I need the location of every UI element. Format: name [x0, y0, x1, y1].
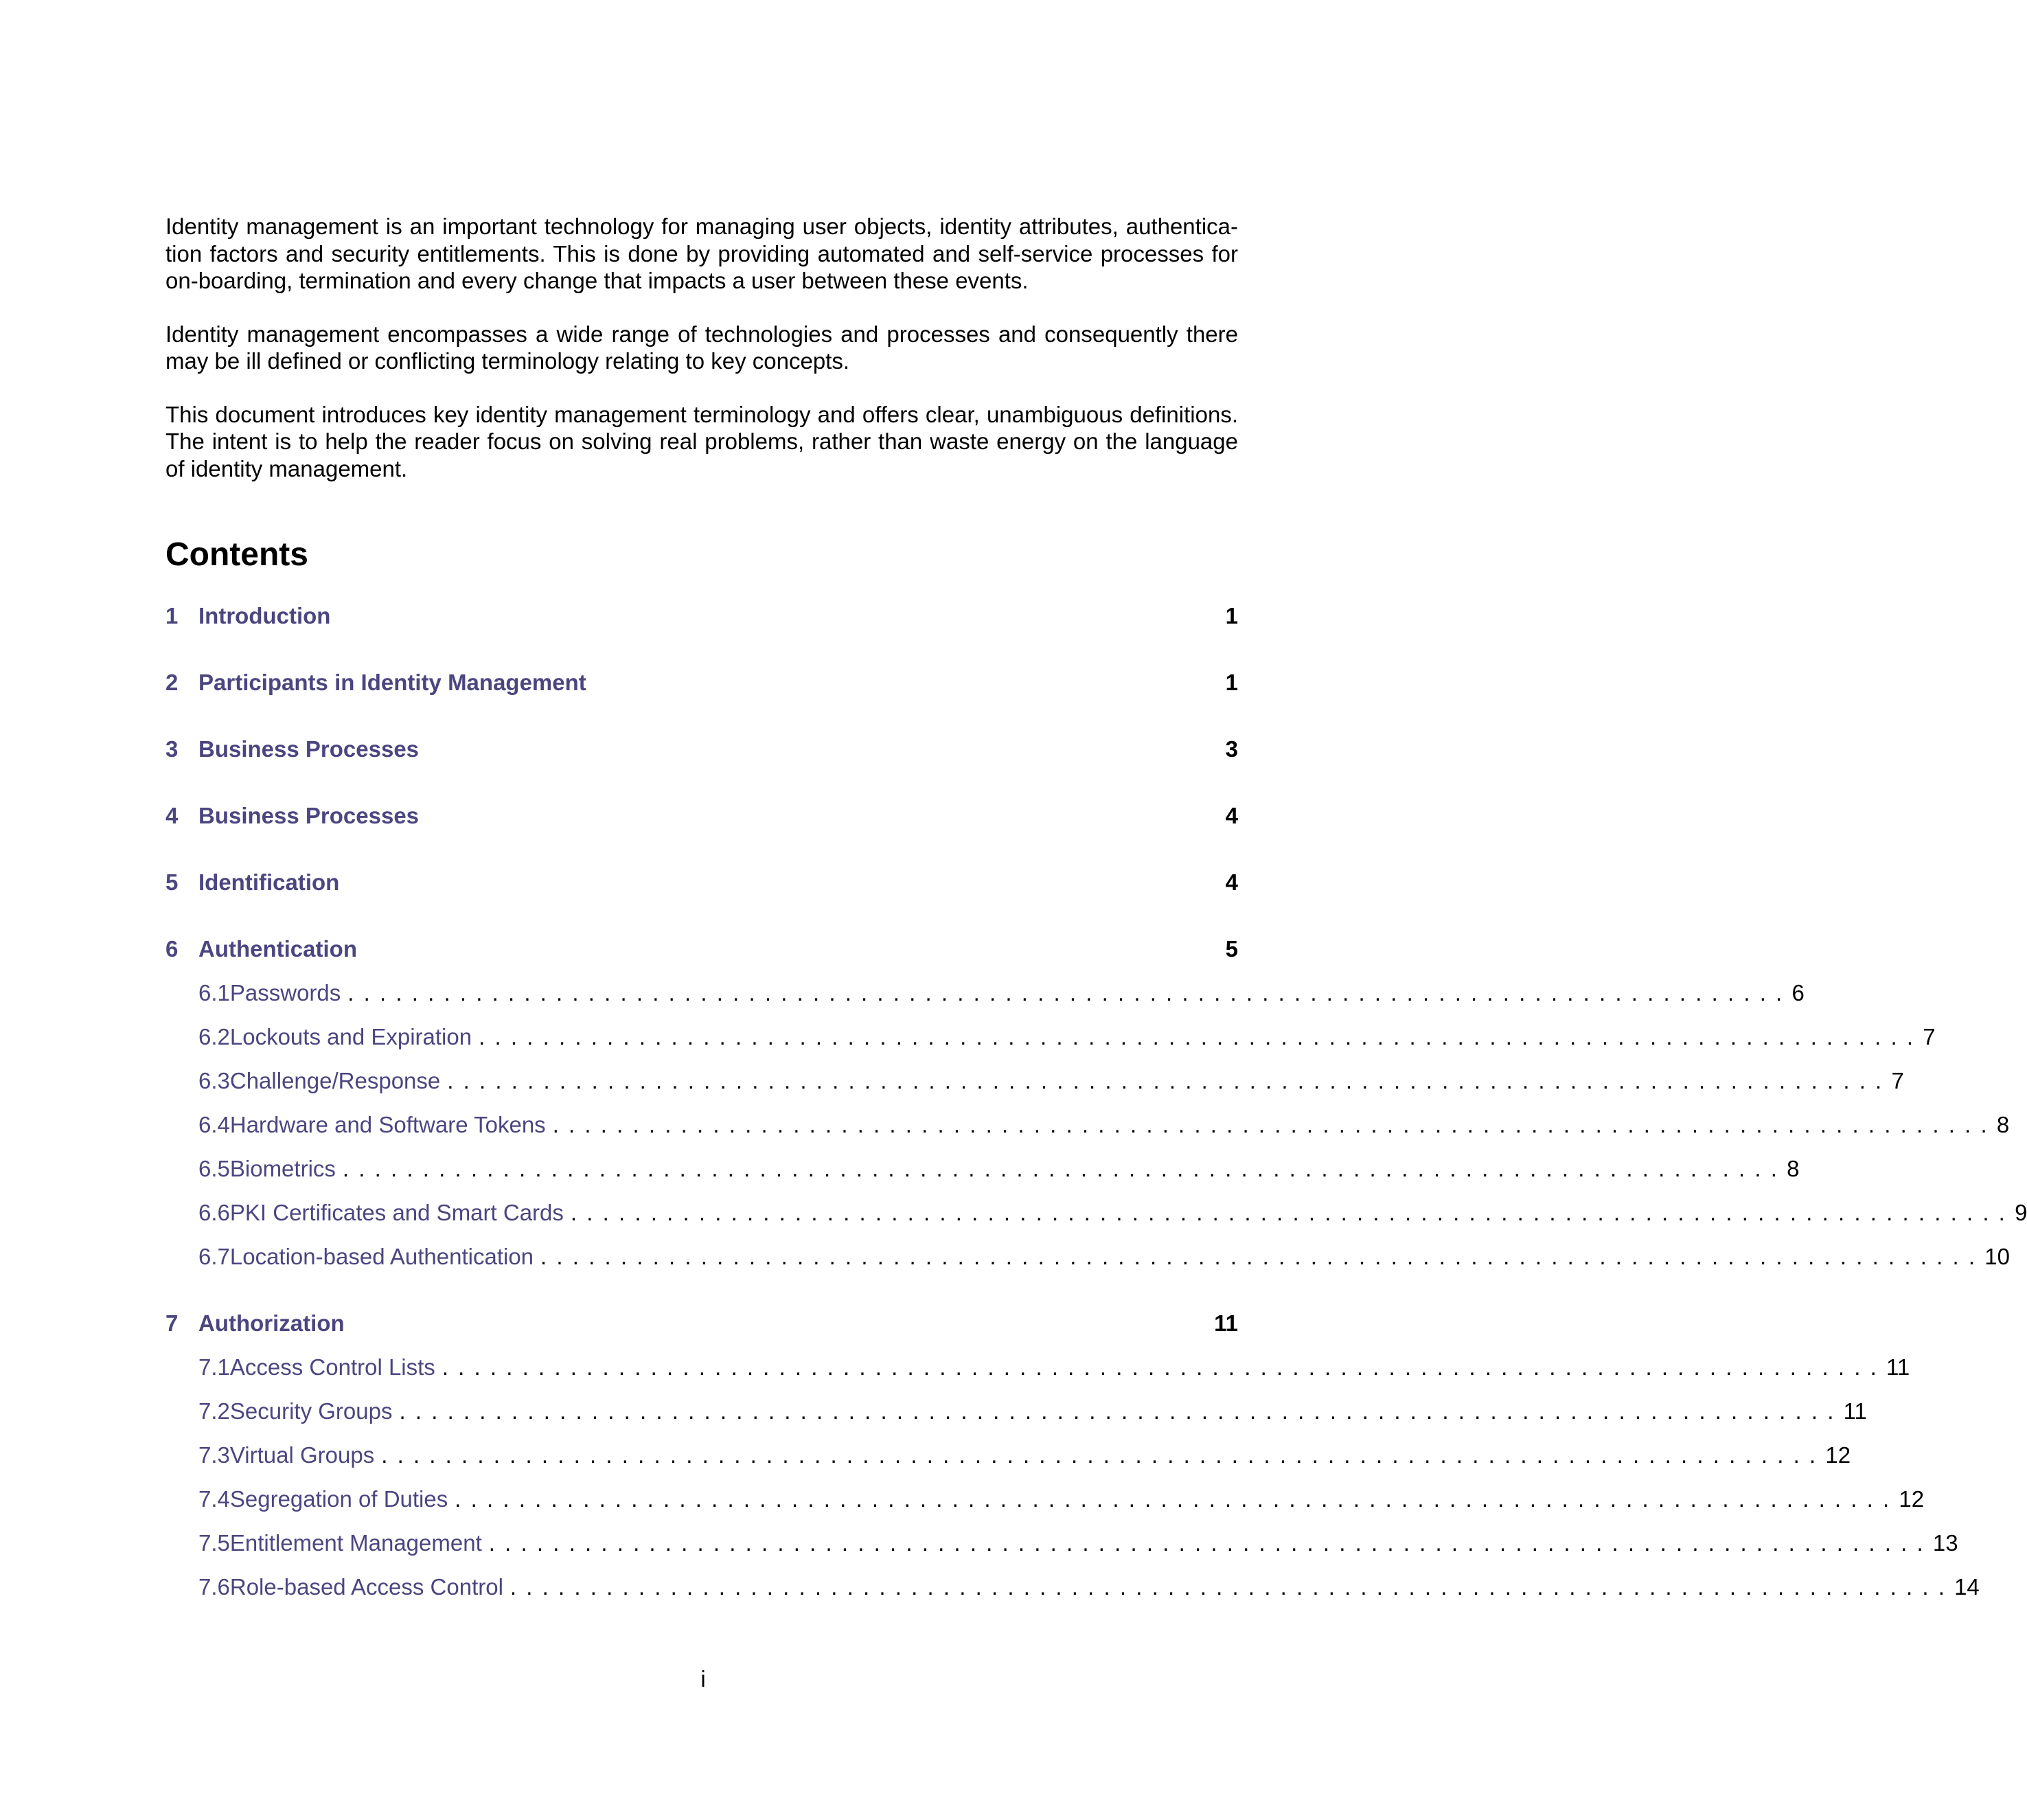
page-number: i [700, 1666, 706, 1692]
toc-section-number: 4 [165, 803, 179, 828]
toc-subsection-number: 6.2 [198, 1024, 230, 1049]
toc-subsection-page: 11 [1886, 1354, 1910, 1380]
toc-subsection-number: 6.4 [198, 1112, 230, 1137]
toc-dot-leader: .......................................................................................... [442, 1354, 1886, 1380]
intro-paragraph-2: Identity management encompasses a wide range of technologies and processes and consequently there may be ill defined or conflicting terminology relating to key concepts. [165, 321, 1238, 374]
toc-dot-leader: .......................................................................................... [399, 1398, 1844, 1424]
toc-dot-leader: .......................................................................................... [381, 1442, 1826, 1468]
toc-section-number: 1 [165, 603, 179, 628]
toc-subsection-7-1[interactable] [165, 1354, 1910, 1400]
toc-subsection-page: 11 [1843, 1398, 1867, 1424]
toc-section-page: 4 [1225, 869, 1238, 895]
toc-dot-leader: .......................................................................................... [509, 1574, 1955, 1600]
toc-subsection-6-3[interactable] [165, 1068, 1904, 1113]
toc-section-6[interactable] [165, 937, 1238, 981]
toc-section-page: 3 [1225, 736, 1238, 762]
toc-dot-leader: .......................................................................................... [488, 1530, 1933, 1556]
toc-subsection-number: 7.2 [198, 1398, 230, 1424]
toc-subsection-page: 10 [1984, 1244, 2010, 1269]
toc-subsection-page: 13 [1932, 1530, 1958, 1556]
toc-section-title[interactable]: Participants in Identity Management [198, 670, 586, 695]
toc-subsection-title[interactable]: Access Control Lists [229, 1354, 435, 1380]
toc-subsection-number: 6.7 [198, 1244, 230, 1269]
toc-subsection-page: 12 [1899, 1486, 1925, 1512]
contents-heading: Contents [165, 536, 308, 573]
toc-section-7[interactable] [165, 1312, 1238, 1356]
toc-subsection-7-6[interactable] [165, 1574, 1980, 1619]
toc-subsection-7-2[interactable] [165, 1398, 1867, 1444]
toc-subsection-title[interactable]: PKI Certificates and Smart Cards [229, 1200, 564, 1225]
table-of-contents [165, 603, 2027, 1619]
toc-subsection-page: 8 [1996, 1112, 2010, 1137]
toc-subsection-page: 7 [1923, 1024, 1936, 1049]
toc-subsection-title[interactable]: Hardware and Software Tokens [229, 1112, 546, 1137]
toc-subsection-title[interactable]: Biometrics [229, 1156, 336, 1181]
toc-subsection-7-4[interactable] [165, 1486, 1925, 1532]
toc-section-1[interactable] [165, 604, 1238, 671]
toc-subsection-page: 12 [1825, 1442, 1851, 1468]
toc-subsection-number: 7.1 [198, 1354, 230, 1380]
document-page [165, 213, 2027, 1619]
toc-section-title[interactable]: Authentication [198, 936, 357, 962]
toc-section-5[interactable] [165, 871, 1238, 937]
toc-subsection-6-5[interactable] [165, 1156, 1800, 1201]
toc-subsection-title[interactable]: Lockouts and Expiration [229, 1024, 472, 1049]
toc-section-page: 11 [1214, 1310, 1238, 1336]
toc-subsection-number: 7.6 [198, 1574, 230, 1600]
toc-subsection-page: 7 [1891, 1068, 1904, 1093]
toc-subsection-number: 7.5 [198, 1530, 230, 1556]
toc-dot-leader: .......................................................................................... [479, 1024, 1923, 1049]
toc-section-page: 4 [1225, 803, 1238, 828]
toc-subsection-title[interactable]: Passwords [229, 980, 341, 1005]
toc-subsection-6-2[interactable] [165, 1024, 1936, 1069]
toc-dot-leader: .......................................................................................... [455, 1486, 1899, 1512]
toc-subsection-page: 14 [1954, 1574, 1980, 1600]
toc-subsection-title[interactable]: Role-based Access Control [229, 1574, 503, 1600]
toc-subsection-title[interactable]: Segregation of Duties [229, 1486, 448, 1512]
toc-subsection-6-7[interactable] [165, 1244, 2010, 1289]
toc-subsection-title[interactable]: Challenge/Response [229, 1068, 441, 1093]
toc-section-number: 7 [165, 1310, 179, 1336]
toc-subsection-number: 6.6 [198, 1200, 230, 1225]
toc-subsection-number: 6.1 [198, 980, 230, 1005]
toc-section-title[interactable]: Introduction [198, 603, 331, 628]
toc-dot-leader: .......................................................................................... [552, 1112, 1997, 1137]
toc-section-page: 1 [1225, 670, 1238, 695]
toc-dot-leader: .......................................................................................... [342, 1156, 1787, 1181]
toc-subsection-7-3[interactable] [165, 1442, 1851, 1488]
toc-section-4[interactable] [165, 804, 1238, 871]
toc-subsection-6-6[interactable] [165, 1200, 2027, 1245]
toc-subsection-page: 9 [2015, 1200, 2027, 1225]
toc-subsection-6-4[interactable] [165, 1112, 2010, 1157]
toc-dot-leader: .......................................................................................... [540, 1244, 1985, 1269]
toc-section-title[interactable]: Business Processes [198, 736, 420, 762]
toc-section-number: 3 [165, 736, 179, 762]
toc-section-page: 5 [1225, 936, 1238, 962]
toc-dot-leader: .......................................................................................... [570, 1200, 2015, 1225]
toc-subsection-7-5[interactable] [165, 1530, 1958, 1576]
toc-subsection-title[interactable]: Entitlement Management [229, 1530, 482, 1556]
toc-section-title[interactable]: Business Processes [198, 803, 420, 828]
toc-subsection-title[interactable]: Location-based Authentication [229, 1244, 534, 1269]
toc-section-number: 2 [165, 670, 179, 695]
toc-section-title[interactable]: Authorization [198, 1310, 345, 1336]
toc-section-page: 1 [1225, 603, 1238, 628]
toc-subsection-6-1[interactable] [165, 980, 1805, 1025]
toc-subsection-number: 7.3 [198, 1442, 230, 1468]
toc-subsection-title[interactable]: Virtual Groups [229, 1442, 375, 1468]
intro-paragraph-1: Identity management is an important technology for managing user objects, identity attributes, authentica-tion factors and security entitlements. This is done by providing automated and self-service processes for on-boarding, termination and every change that impacts a user between these events. [165, 214, 1238, 293]
toc-dot-leader: .......................................................................................... [447, 1068, 1892, 1093]
toc-subsection-number: 6.3 [198, 1068, 230, 1093]
toc-subsection-title[interactable]: Security Groups [229, 1398, 393, 1424]
toc-section-3[interactable] [165, 738, 1238, 804]
toc-subsection-page: 8 [1787, 1156, 1800, 1181]
toc-subsection-page: 6 [1791, 980, 1805, 1005]
intro-paragraph-3: This document introduces key identity management terminology and offers clear, unambiguous definitions. The intent is to help the reader focus on solving real problems, rather than waste energy on the language of identity management. [165, 401, 1238, 481]
toc-dot-leader: .......................................................................................... [347, 980, 1792, 1005]
toc-section-number: 6 [165, 936, 179, 962]
toc-section-number: 5 [165, 869, 179, 895]
toc-section-title[interactable]: Identification [198, 869, 340, 895]
toc-section-2[interactable] [165, 671, 1238, 738]
toc-subsection-number: 6.5 [198, 1156, 230, 1181]
toc-subsection-number: 7.4 [198, 1486, 230, 1512]
